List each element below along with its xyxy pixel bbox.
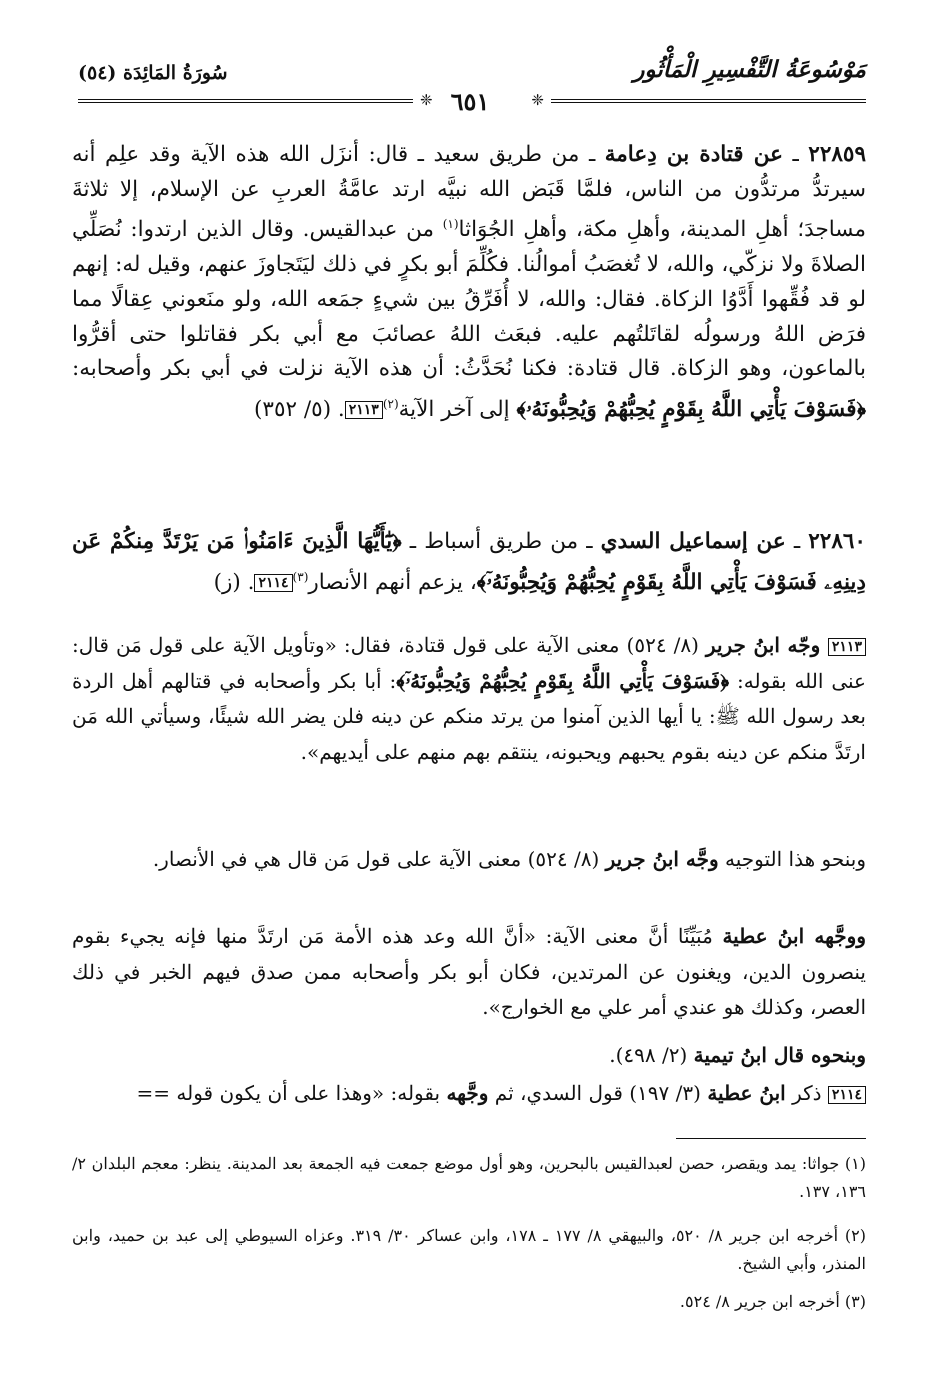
commentary-box: ٢١١٣ [828, 638, 866, 656]
footnote-marker: (٢) [382, 397, 399, 412]
commentary-bold: ابنُ عطية [707, 1081, 786, 1105]
commentary-box: ٢١١٤ [828, 1086, 866, 1104]
quran-verse: ﴿فَسَوْفَ يَأْتِي اللَّهُ بِقَوْمٍ يُحِبُّهُمْ وَيُحِبُّونَهُۥٓ﴾ [396, 668, 730, 693]
commentary-ref-box: ٢١١٣ [345, 401, 383, 419]
commentary-bold: ووجَّهه ابنُ عطية [722, 924, 866, 948]
commentary-2113-para2 [72, 842, 866, 878]
quran-verse: ﴿فَسَوْفَ يَأْتِي اللَّهُ بِقَوْمٍ يُحِبُّهُمْ وَيُحِبُّونَهُۥ﴾ [516, 397, 866, 423]
commentary-bold: وجَّه ابنُ جرير [605, 847, 719, 871]
entry-number: ٢٢٨٦٠ [808, 529, 866, 554]
footnote-1: (١) جواثا: يمد ويقصر، حصن لعبدالقيس بالبحرين، وهو أول موضع جمعت فيه الجمعة بعد المدينة. ينظر: معجم البلدان ٢/ ١٣٦، ١٣٧. [72, 1154, 867, 1201]
commentary-bold: وبنحوه قال ابنُ تيمية [693, 1043, 866, 1067]
book-title: مَوْسُوعَةُ التَّفْسِيرِ الْمَأْثُور [633, 56, 866, 83]
entry-narrator: عن إسماعيل السدي [600, 529, 786, 554]
commentary-text: (٢/ ٤٩٨). [609, 1043, 694, 1067]
commentary-2113-para3 [72, 919, 866, 1026]
commentary-ref-box: ٢١١٤ [254, 574, 292, 592]
commentary-text: (٣/ ١٩٧) قول السدي، ثم [488, 1081, 708, 1105]
entry-22859: ٢٢٨٥٩ ـ عن قتادة بن دِعامة ـ من طريق سعيد ـ قال: أنزَل الله هذه الآية وقد علِم أنه سيرتدُّ مرتدُّون من الناس، فلمَّا قَبَض الله نبيَّه ارتد عامَّةُ العربِ عن الإسلام، إلا ثلاثةَ مساجدَ؛ أهلِ المدينة، وأهلِ مكة، وأهلِ الجُوَاثا$^{(١)}$ من عبدالقيس. وقال الذين ارتدوا: نُصَلِّي الصلاةَ ولا نزكّي، والله، لا تُغصَبُ أموالُنا. فكُلِّمَ أبو بكرٍ في ذلك ليَتَجاوزَ عنهم، وقيل له: إنهم لو قد فُقِّهوا أَدَّوُا الزكاة. فقال: والله، لا أُفَرِّقُ بين شيءٍ جمَعه الله، ولو منَعوني عِقالًا مما فرَض اللهُ ورسولُه لقاتَلتُهم عليه. فبعَث اللهُ عصائبَ مع أبي بكر فقاتلوا حتى أقرُّوا بالماعون، وهو الزكاة. قال قتادة: فكنا نُحَدَّثُ: أن هذه الآية نزلت في أبي بكر وأصحابه: ﴿فَسَوْفَ يَأْتِي اللَّهُ بِقَوْمٍ يُحِبُّهُمْ وَيُحِبُّونَهُۥ﴾ إلى آخر الآية$^{(٢)}$٢١١٣. (٥/ ٣٥٢) [72, 142, 867, 423]
entry-text: ـ من طريق أسباط ـ [401, 529, 601, 554]
entry-source-ref: . (ز) [213, 569, 255, 595]
entry-text: إلى آخر الآية [398, 397, 517, 423]
entry-text: ، يزعم أنهم الأنصار [308, 569, 477, 595]
commentary-lead: وجّه ابنُ جرير [705, 633, 828, 657]
commentary-text: وبنحو هذا التوجيه [718, 847, 866, 871]
commentary-2114 [72, 1076, 866, 1112]
quran-verse: ﴿يَٰٓأَيُّهَا الَّذِينَ ءَامَنُوا۟ مَن يَرْتَدَّ مِنكُمْ عَن دِينِهِۦ فَسَوْفَ يَأْتِي اللَّهُ بِقَوْمٍ يُحِبُّهُمْ وَيُحِبُّونَهُۥٓ﴾ [72, 529, 866, 595]
header-rule-right [551, 99, 866, 103]
commentary-text: ذكر [785, 1081, 828, 1105]
footnote-2: (٢) أخرجه ابن جرير ٨/ ٥٢٠، والبيهقي ٨/ ١٧٧ ـ ١٧٨، وابن عساكر ٣٠/ ٣١٩. وعزاه السيوطي إلى عبد بن حميد، وابن المنذر، وأبي الشيخ. [72, 1226, 867, 1273]
commentary-text: بقوله: «وهذا على أن يكون قوله == [136, 1081, 447, 1105]
page-number: ٦٥١ [450, 87, 490, 116]
ornament-icon: ❈ [531, 91, 544, 109]
commentary-text: (٨/ ٥٢٤) معنى الآية على قول مَن قال هي في الأنصار. [152, 847, 606, 871]
commentary-2113 [72, 628, 866, 770]
entry-source-ref: . (٥/ ٣٥٢) [254, 397, 345, 423]
commentary-bold: وجَّهه [446, 1081, 489, 1105]
footnote-marker: (٣) [292, 569, 309, 584]
entry-text: من عبدالقيس. وقال الذين ارتدوا: نُصَلِّي الصلاةَ ولا نزكّي، والله، لا تُغصَبُ أموالُنا. فكُلِّمَ أبو بكرٍ في ذلك ليَتَجاوزَ عنهم، وقيل له: إنهم لو قد فُقِّهوا أَدَّوُا الزكاة. فقال: والله، لا أُفَرِّقُ بين شيءٍ جمَعه الله، ولو منَعوني عِقالًا مما فرَض اللهُ ورسولُه لقاتَلتُهم عليه. فبعَث اللهُ عصائبَ مع أبي بكر فقاتلوا حتى أقرُّوا بالماعون، وهو الزكاة. قال قتادة: فكنا نُحَدَّثُ: أن هذه الآية نزلت في أبي بكر وأصحابه: [72, 217, 866, 382]
footnote-separator [676, 1138, 866, 1139]
footnote-3: (٣) أخرجه ابن جرير ٨/ ٥٢٤. [679, 1292, 866, 1311]
ornament-icon: ❈ [420, 91, 433, 109]
entry-number: ٢٢٨٥٩ [808, 142, 867, 167]
entry-22860: ٢٢٨٦٠ ـ عن إسماعيل السدي ـ من طريق أسباط ـ ﴿يَٰٓأَيُّهَا الَّذِينَ ءَامَنُوا۟ مَن يَرْتَدَّ مِنكُمْ عَن دِينِهِۦ فَسَوْفَ يَأْتِي اللَّهُ بِقَوْمٍ يُحِبُّهُمْ وَيُحِبُّونَهُۥٓ﴾، يزعم أنهم الأنصار$^{(٣)}$٢١١٤. (ز) [72, 529, 866, 595]
entry-narrator: عن قتادة بن دِعامة [604, 142, 783, 167]
footnote-marker: (١) [442, 217, 459, 232]
entry-text: ـ من طريق سعيد ـ قال: أنزَل الله هذه الآية وقد علِم أنه سيرتدُّ مرتدُّون من الناس، فلمَّا قَبَض الله نبيَّه ارتد عامَّةُ العربِ عن الإسلام، إلا ثلاثةَ مساجدَ؛ أهلِ المدينة، وأهلِ مكة، وأهلِ الجُوَاثا [72, 142, 866, 243]
commentary-text: (٨/ ٥٢٤) معنى الآية على قول قتادة، فقال: «وتأويل الآية على قول مَن قال: عنى الله بقوله: [72, 633, 866, 693]
commentary-text: : أبا بكر وأصحابه في قتالهم أهل الردة بعد رسول الله ﷺ: يا أيها الذين آمنوا من يرتد منكم عن دينه فلن يضر الله شيئًا، وسيأتي الله مَن ارتَدَّ منكم عن دينه بقوم يحبهم ويحبونه، ينتقم بهم منهم على أيديهم». [72, 668, 866, 764]
commentary-text: مُبَيِّنًا أنَّ معنى الآية: «أنَّ الله وعد هذه الأمة مَن ارتَدَّ منها فإنه يجيء بقوم ينصرون الدين، ويغنون عن المرتدين، فكان أبو بكر وأصحابه ممن صدق فيهم الخبر في ذلك العصر، وكذلك هو عندي أمر علي مع الخوارج». [72, 924, 866, 1019]
surah-title: سُورَةُ المَائِدَة (٥٤) [78, 62, 228, 84]
header-rule-left [78, 99, 413, 103]
commentary-2113-para4 [72, 1038, 866, 1074]
